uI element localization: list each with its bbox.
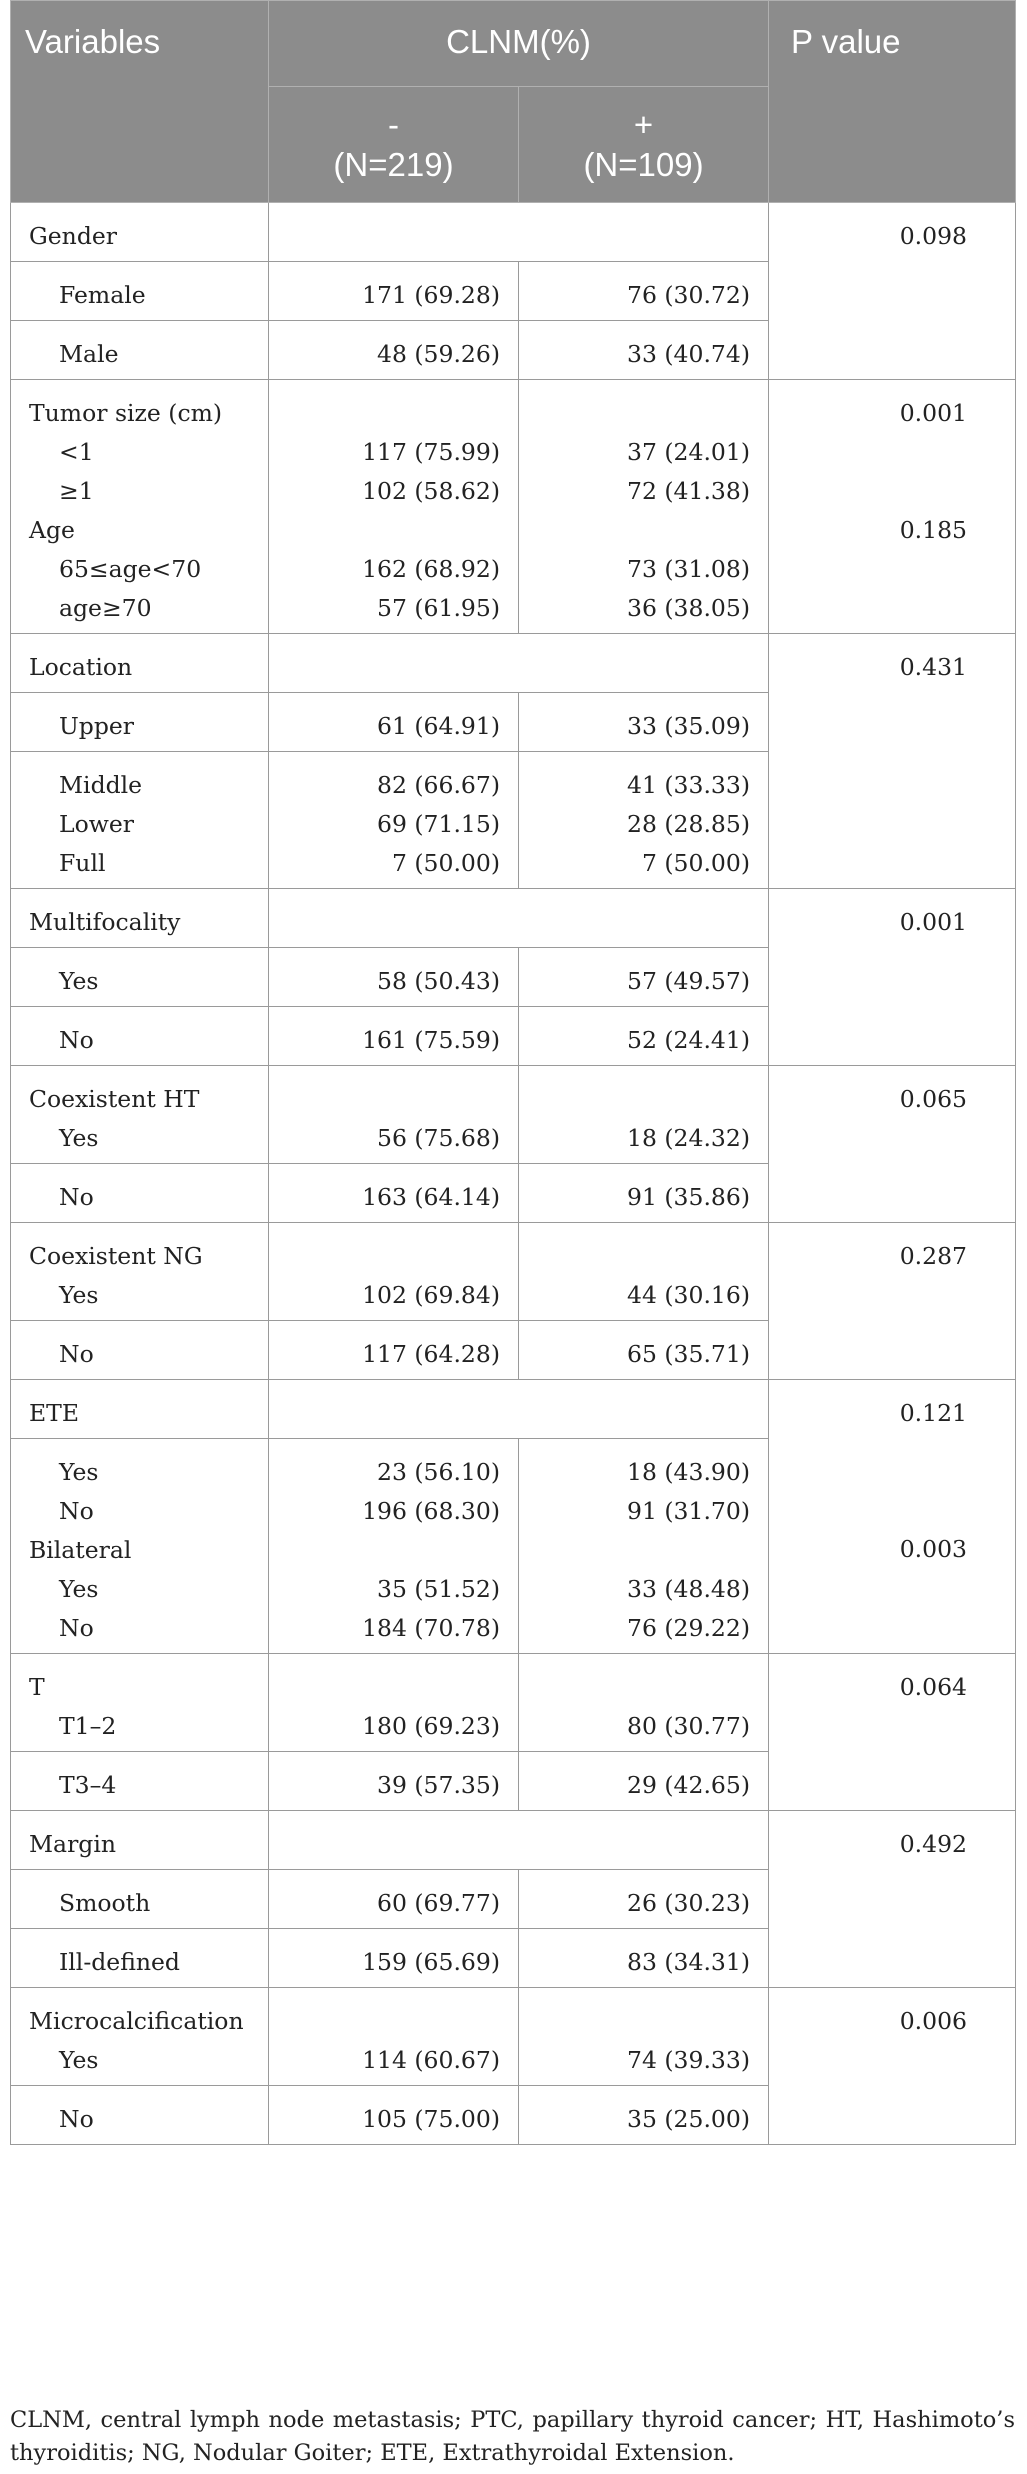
p-value-text xyxy=(769,1707,967,1746)
header-clnm: CLNM(%) xyxy=(269,1,769,87)
clnm-negative-text: 58 (50.43) xyxy=(377,967,500,995)
clnm-positive-cell xyxy=(519,321,769,380)
clnm-positive-cell xyxy=(519,1007,769,1066)
variable-text: T xyxy=(29,1673,45,1701)
p-value-text xyxy=(769,1452,967,1491)
variable-cell xyxy=(11,380,269,634)
table-container xyxy=(10,0,1015,2145)
variable-text: Ill-defined xyxy=(59,1948,180,1976)
clnm-positive-cell xyxy=(519,693,769,752)
header-negative-n: (N=219) xyxy=(333,145,454,183)
clnm-positive-cell xyxy=(519,1988,769,2086)
clnm-negative-cell xyxy=(269,1654,519,1752)
p-value-text xyxy=(769,550,967,589)
variable-cell xyxy=(11,1007,269,1066)
clnm-positive-cell xyxy=(519,1066,769,1164)
variable-text: Smooth xyxy=(59,1889,151,1917)
clnm-positive-text: 74 (39.33) xyxy=(627,2046,751,2074)
clnm-positive-text: 18 (24.32) xyxy=(627,1124,751,1152)
p-value-text: 0.003 xyxy=(899,1535,968,1563)
variable-cell xyxy=(11,321,269,380)
p-value-text xyxy=(769,803,967,842)
variable-text: <1 xyxy=(59,438,94,466)
p-value-text xyxy=(769,1119,967,1158)
variable-text: Coexistent NG xyxy=(29,1242,203,1270)
clnm-negative-text: 117 (75.99) xyxy=(362,438,500,466)
table-row xyxy=(11,1654,1016,1752)
header-clnm-negative xyxy=(269,87,519,203)
table-footnote: CLNM, central lymph node metastasis; PTC, papillary thyroid cancer; HT, Hashimoto’s thyroiditis; NG, Nodular Goiter; ETE, Extrathyroidal Extension. xyxy=(10,2407,1015,2466)
clnm-positive-text xyxy=(519,394,750,433)
p-value-text xyxy=(769,764,967,803)
variable-text: Coexistent HT xyxy=(29,1085,200,1113)
p-value-text xyxy=(769,333,967,372)
clnm-negative-cell xyxy=(269,1752,519,1811)
variable-text: Yes xyxy=(59,967,99,995)
p-value-text xyxy=(769,2099,967,2138)
variable-text: No xyxy=(59,1614,94,1642)
variable-text: T1–2 xyxy=(59,1712,117,1740)
clnm-negative-text: 162 (68.92) xyxy=(362,555,500,583)
p-value-cell xyxy=(769,889,1016,1066)
clnm-positive-text: 57 (49.57) xyxy=(627,967,751,995)
table-body xyxy=(11,203,1016,2145)
p-value-text xyxy=(769,472,967,511)
clnm-negative-text xyxy=(269,394,500,433)
p-value-text xyxy=(769,1608,967,1647)
clnm-negative-text: 82 (66.67) xyxy=(377,771,500,799)
clnm-negative-text: 196 (68.30) xyxy=(362,1497,500,1525)
variable-cell xyxy=(11,1164,269,1223)
clnm-negative-text: 102 (69.84) xyxy=(362,1281,500,1309)
variable-text: age≥70 xyxy=(59,594,152,622)
clnm-negative-text xyxy=(269,1668,500,1707)
clnm-positive-cell xyxy=(519,1223,769,1321)
table-row xyxy=(11,1223,1016,1321)
p-value-text xyxy=(769,1883,967,1922)
p-value-text: 0.001 xyxy=(899,399,968,427)
variable-text: Location xyxy=(29,653,133,681)
p-value-text: 0.064 xyxy=(899,1673,968,1701)
variable-cell xyxy=(11,1811,269,1870)
clnm-negative-text: 105 (75.00) xyxy=(362,2105,500,2133)
variable-cell xyxy=(11,1380,269,1439)
clnm-positive-text: 26 (30.23) xyxy=(627,1889,751,1917)
clnm-negative-text: 171 (69.28) xyxy=(362,281,500,309)
table-row xyxy=(11,634,1016,693)
p-value-text xyxy=(769,1177,967,1216)
p-value-text xyxy=(769,1334,967,1373)
clnm-negative-text: 39 (57.35) xyxy=(377,1771,500,1799)
p-value-text: 0.098 xyxy=(899,222,968,250)
variable-cell xyxy=(11,1066,269,1164)
variable-cell xyxy=(11,1929,269,1988)
clnm-positive-cell xyxy=(519,2086,769,2145)
table-row xyxy=(11,203,1016,262)
p-value-text xyxy=(769,842,967,881)
clnm-negative-cell xyxy=(269,1223,519,1321)
clnm-positive-cell xyxy=(519,1164,769,1223)
variable-cell xyxy=(11,1223,269,1321)
clnm-negative-text: 102 (58.62) xyxy=(362,477,500,505)
variable-cell xyxy=(11,889,269,948)
variable-text: Upper xyxy=(59,712,135,740)
variable-text: Yes xyxy=(59,2046,99,2074)
variable-text: No xyxy=(59,1340,94,1368)
blank-merged-cell xyxy=(269,1380,769,1439)
variable-text: Tumor size (cm) xyxy=(29,399,223,427)
variable-text: Bilateral xyxy=(29,1536,132,1564)
clnm-negative-cell xyxy=(269,1007,519,1066)
table-row xyxy=(11,1988,1016,2086)
variable-text: No xyxy=(59,1183,94,1211)
clnm-positive-text xyxy=(519,1237,750,1276)
clnm-negative-text: 23 (56.10) xyxy=(377,1458,500,1486)
clnm-negative-cell xyxy=(269,1164,519,1223)
clnm-negative-text: 180 (69.23) xyxy=(362,1712,500,1740)
clnm-positive-text: 73 (31.08) xyxy=(627,555,751,583)
header-positive-sign: + xyxy=(633,105,654,143)
variable-text: No xyxy=(59,2105,94,2133)
clnm-positive-text: 29 (42.65) xyxy=(627,1771,751,1799)
clnm-negative-cell xyxy=(269,1439,519,1654)
clnm-positive-text: 76 (30.72) xyxy=(627,281,751,309)
variable-text: Yes xyxy=(59,1124,99,1152)
p-value-text xyxy=(769,1491,967,1530)
variable-text: Microcalcification xyxy=(29,2007,244,2035)
clnm-positive-text: 33 (48.48) xyxy=(627,1575,751,1603)
variable-cell xyxy=(11,1752,269,1811)
p-value-cell xyxy=(769,1380,1016,1654)
clnm-negative-cell xyxy=(269,1929,519,1988)
clnm-negative-text: 117 (64.28) xyxy=(362,1340,500,1368)
variable-text: Yes xyxy=(59,1575,99,1603)
clnm-positive-cell xyxy=(519,752,769,889)
clnm-positive-text: 18 (43.90) xyxy=(627,1458,751,1486)
variable-cell xyxy=(11,203,269,262)
variable-text: No xyxy=(59,1497,94,1525)
clnm-positive-text: 7 (50.00) xyxy=(641,849,751,877)
variable-cell xyxy=(11,693,269,752)
variable-text: Yes xyxy=(59,1281,99,1309)
clnm-negative-cell xyxy=(269,1988,519,2086)
variable-text: Gender xyxy=(29,222,117,250)
p-value-text xyxy=(769,1941,967,1980)
p-value-text xyxy=(769,1019,967,1058)
header-variables: Variables xyxy=(11,1,269,203)
variable-text: Lower xyxy=(59,810,135,838)
header-negative-sign: - xyxy=(388,105,399,143)
p-value-text: 0.185 xyxy=(899,516,968,544)
variable-cell xyxy=(11,634,269,693)
clnm-positive-cell xyxy=(519,1929,769,1988)
variable-text: ≥1 xyxy=(59,477,94,505)
p-value-cell xyxy=(769,1223,1016,1380)
clnm-negative-cell xyxy=(269,752,519,889)
variable-cell xyxy=(11,262,269,321)
p-value-text: 0.065 xyxy=(899,1085,968,1113)
clnm-negative-text xyxy=(269,2002,500,2041)
variable-text: Margin xyxy=(29,1830,117,1858)
variable-cell xyxy=(11,1439,269,1654)
clnm-positive-text: 41 (33.33) xyxy=(627,771,751,799)
variable-text: Middle xyxy=(59,771,143,799)
clnm-positive-text: 91 (31.70) xyxy=(627,1497,751,1525)
clnm-negative-text: 69 (71.15) xyxy=(377,810,500,838)
variable-text: ETE xyxy=(29,1399,79,1427)
variable-text: Female xyxy=(59,281,146,309)
variable-cell xyxy=(11,1988,269,2086)
clnm-negative-cell xyxy=(269,1321,519,1380)
table-row xyxy=(11,1811,1016,1870)
p-value-text xyxy=(769,1276,967,1315)
clnm-negative-text xyxy=(269,1237,500,1276)
table-row xyxy=(11,1066,1016,1164)
p-value-text: 0.492 xyxy=(899,1830,968,1858)
clnm-negative-text: 184 (70.78) xyxy=(362,1614,500,1642)
clnm-positive-text: 36 (38.05) xyxy=(627,594,751,622)
clnm-positive-cell xyxy=(519,1752,769,1811)
clnm-positive-text: 35 (25.00) xyxy=(627,2105,751,2133)
variable-text: Full xyxy=(59,849,106,877)
clnm-negative-text: 161 (75.59) xyxy=(362,1026,500,1054)
clnm-negative-cell xyxy=(269,1066,519,1164)
blank-merged-cell xyxy=(269,203,769,262)
variable-cell xyxy=(11,2086,269,2145)
clnm-positive-text: 33 (40.74) xyxy=(627,340,751,368)
clnm-positive-cell xyxy=(519,948,769,1007)
clnm-negative-text: 57 (61.95) xyxy=(377,594,500,622)
p-value-cell xyxy=(769,203,1016,380)
clnm-negative-text: 159 (65.69) xyxy=(362,1948,500,1976)
clnm-positive-cell xyxy=(519,1439,769,1654)
clnm-positive-text: 72 (41.38) xyxy=(627,477,751,505)
clnm-negative-text: 114 (60.67) xyxy=(362,2046,500,2074)
clnm-positive-cell xyxy=(519,262,769,321)
blank-merged-cell xyxy=(269,889,769,948)
clnm-table xyxy=(10,0,1016,2145)
clnm-negative-cell xyxy=(269,948,519,1007)
clnm-negative-text: 60 (69.77) xyxy=(377,1889,500,1917)
header-positive-n: (N=109) xyxy=(583,145,704,183)
clnm-positive-cell xyxy=(519,1654,769,1752)
clnm-negative-cell xyxy=(269,321,519,380)
clnm-negative-text xyxy=(269,511,500,550)
clnm-negative-cell xyxy=(269,380,519,634)
table-row xyxy=(11,889,1016,948)
clnm-positive-text: 33 (35.09) xyxy=(627,712,751,740)
clnm-positive-text: 28 (28.85) xyxy=(627,810,751,838)
variable-cell xyxy=(11,948,269,1007)
clnm-positive-text: 37 (24.01) xyxy=(627,438,751,466)
p-value-text xyxy=(769,2041,967,2080)
clnm-negative-text: 56 (75.68) xyxy=(377,1124,500,1152)
variable-cell xyxy=(11,1321,269,1380)
p-value-text: 0.001 xyxy=(899,908,968,936)
clnm-positive-text xyxy=(519,1668,750,1707)
p-value-text xyxy=(769,706,967,745)
clnm-positive-text xyxy=(519,1531,750,1570)
p-value-text: 0.431 xyxy=(899,653,968,681)
variable-text: Multifocality xyxy=(29,908,181,936)
header-clnm-positive xyxy=(519,87,769,203)
p-value-text: 0.287 xyxy=(899,1242,968,1270)
header-p-value: P value xyxy=(769,1,1016,203)
clnm-positive-text: 44 (30.16) xyxy=(627,1281,751,1309)
variable-cell xyxy=(11,752,269,889)
clnm-positive-cell xyxy=(519,380,769,634)
clnm-positive-text xyxy=(519,2002,750,2041)
p-value-text xyxy=(769,961,967,1000)
variable-text: Yes xyxy=(59,1458,99,1486)
clnm-positive-text xyxy=(519,511,750,550)
variable-text: 65≤age<70 xyxy=(59,555,202,583)
p-value-text xyxy=(769,1765,967,1804)
clnm-negative-cell xyxy=(269,693,519,752)
clnm-negative-cell xyxy=(269,2086,519,2145)
p-value-text xyxy=(769,275,967,314)
clnm-negative-text: 7 (50.00) xyxy=(391,849,500,877)
blank-merged-cell xyxy=(269,1811,769,1870)
variable-text: T3–4 xyxy=(59,1771,117,1799)
table-row xyxy=(11,1380,1016,1439)
p-value-text: 0.006 xyxy=(899,2007,968,2035)
clnm-negative-cell xyxy=(269,262,519,321)
clnm-negative-text: 35 (51.52) xyxy=(377,1575,500,1603)
clnm-negative-text xyxy=(269,1080,500,1119)
p-value-text xyxy=(769,433,967,472)
clnm-negative-text: 61 (64.91) xyxy=(377,712,500,740)
variable-cell xyxy=(11,1654,269,1752)
clnm-positive-text: 91 (35.86) xyxy=(627,1183,751,1211)
p-value-cell xyxy=(769,1811,1016,1988)
p-value-text xyxy=(769,589,967,628)
clnm-positive-text: 80 (30.77) xyxy=(627,1712,751,1740)
blank-merged-cell xyxy=(269,634,769,693)
table-header xyxy=(11,1,1016,203)
clnm-positive-text: 76 (29.22) xyxy=(627,1614,751,1642)
clnm-positive-text: 83 (34.31) xyxy=(627,1948,751,1976)
clnm-positive-text xyxy=(519,1080,750,1119)
p-value-cell xyxy=(769,1988,1016,2145)
p-value-cell xyxy=(769,634,1016,889)
table-row xyxy=(11,380,1016,634)
variable-text: Male xyxy=(59,340,119,368)
p-value-text: 0.121 xyxy=(899,1399,968,1427)
variable-cell xyxy=(11,1870,269,1929)
clnm-positive-cell xyxy=(519,1321,769,1380)
variable-text: No xyxy=(59,1026,94,1054)
p-value-cell xyxy=(769,380,1016,634)
clnm-negative-text xyxy=(269,1531,500,1570)
clnm-positive-text: 65 (35.71) xyxy=(627,1340,751,1368)
clnm-negative-text: 48 (59.26) xyxy=(377,340,500,368)
p-value-text xyxy=(769,1569,967,1608)
clnm-positive-text: 52 (24.41) xyxy=(627,1026,751,1054)
p-value-cell xyxy=(769,1654,1016,1811)
p-value-cell xyxy=(769,1066,1016,1223)
clnm-negative-text: 163 (64.14) xyxy=(362,1183,500,1211)
clnm-negative-cell xyxy=(269,1870,519,1929)
variable-text: Age xyxy=(29,516,75,544)
clnm-positive-cell xyxy=(519,1870,769,1929)
